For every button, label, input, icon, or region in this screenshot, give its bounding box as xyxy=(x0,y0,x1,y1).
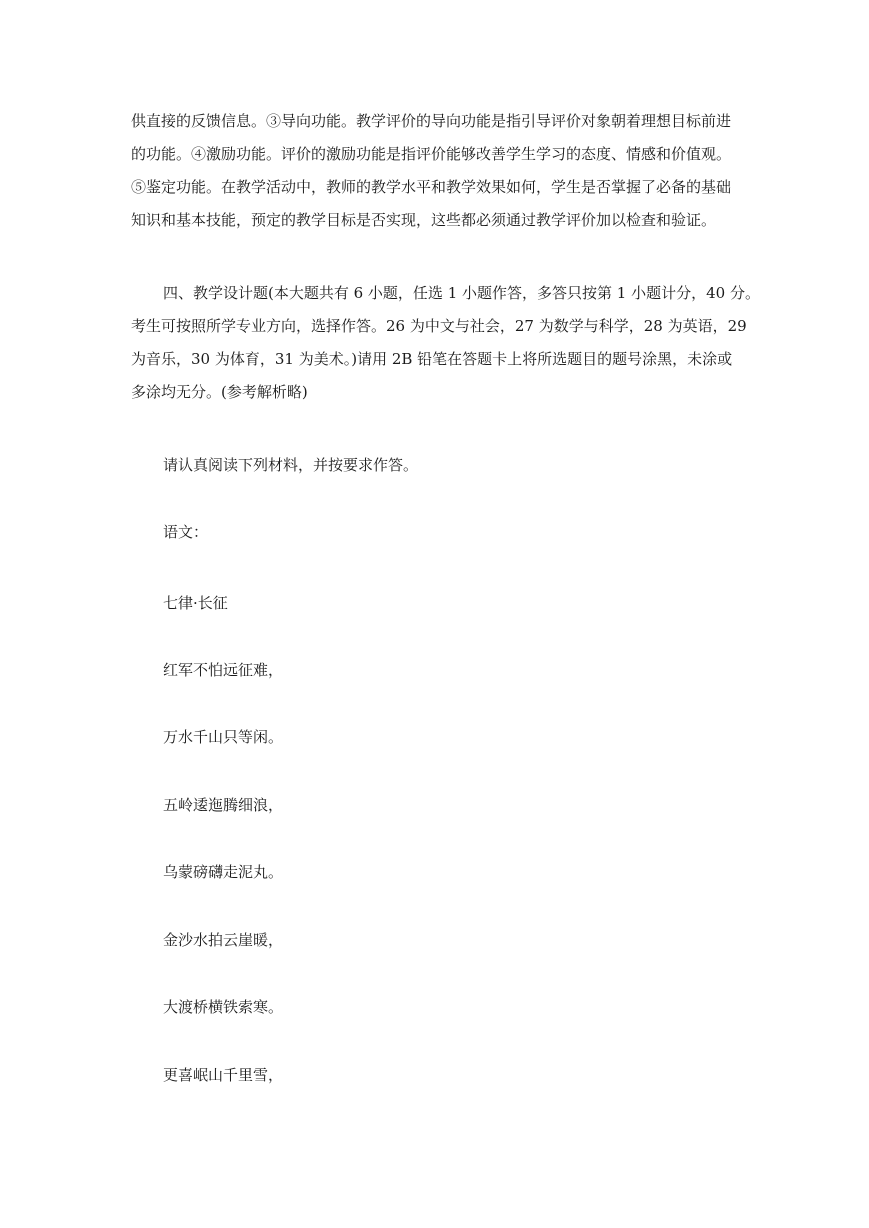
instruction-text: 请认真阅读下列材料，并按要求作答。 xyxy=(163,456,419,474)
poem-line: 大渡桥横铁索寒。 xyxy=(163,998,284,1016)
text-line: ⑤鉴定功能。在教学活动中，教师的教学水平和教学效果如何，学生是否掌握了必备的基础 xyxy=(131,178,732,196)
paragraph-evaluation-functions xyxy=(131,105,751,237)
text-line: 为音乐，30 为体育，31 为美术。)请用 2B 铅笔在答题卡上将所选题目的题号涂黑，未涂或 xyxy=(131,350,733,368)
poem-line: 五岭逶迤腾细浪， xyxy=(163,796,284,814)
poem-line: 万水千山只等闲。 xyxy=(163,728,284,746)
subject-label: 语文： xyxy=(163,523,209,541)
text-line: 供直接的反馈信息。③导向功能。教学评价的导向功能是指引导评价对象朝着理想目标前进 xyxy=(131,112,732,130)
poem-line: 更喜岷山千里雪， xyxy=(163,1066,284,1084)
text-line: 知识和基本技能，预定的教学目标是否实现，这些都必须通过教学评价加以检查和验证。 xyxy=(131,211,717,229)
poem-title: 七律·长征 xyxy=(163,594,228,612)
poem-line: 金沙水拍云崖暖， xyxy=(163,931,284,949)
text-line: 四、教学设计题(本大题共有 6 小题，任选 1 小题作答，多答只按第 1 小题计分，40 分。 xyxy=(163,284,760,302)
poem-line: 红军不怕远征难， xyxy=(163,661,284,679)
text-line: 的功能。④激励功能。评价的激励功能是指评价能够改善学生学习的态度、情感和价值观。 xyxy=(131,145,732,163)
poem-line: 乌蒙磅礴走泥丸。 xyxy=(163,863,284,881)
text-line: 考生可按照所学专业方向，选择作答。26 为中文与社会，27 为数学与科学，28 为英语，29 xyxy=(131,317,747,335)
text-line: 多涂均无分。(参考解析略) xyxy=(131,383,308,401)
paragraph-section-four-heading xyxy=(131,277,760,409)
